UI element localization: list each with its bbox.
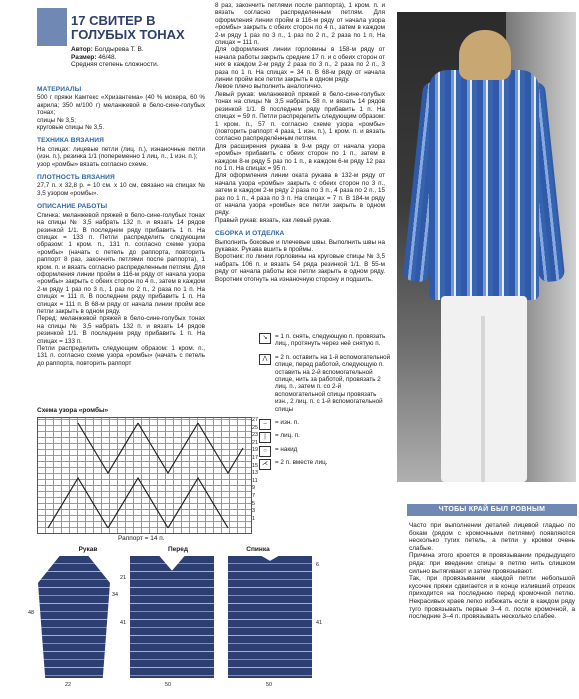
cross-symbol-icon: ⋀: [259, 354, 271, 365]
difficulty-line: Средняя степень сложности.: [71, 61, 159, 69]
technique-text-2: узор «ромбы» вязать согласно схеме.: [37, 160, 148, 168]
technique-text-1: На спицах: лицевые петли (лиц. п.), изнаночные петли (изн. п.), резинка 1/1 (попеременно 1 лиц. п., 1 изн. п.);: [37, 145, 205, 161]
sleeve-widening-text: Для расширения рукава в 9-м ряду от начала узора «ромбы» прибавить с обеих сторон по 1 п., затем в каждом 8-м ряду 5 раз по 1 п., в каждом 6-м ряду 12 раз по 1 п. На спицах = 95 п.: [215, 142, 385, 172]
tip-banner: ЧТОБЫ КРАЙ БЫЛ РОВНЫМ: [407, 504, 577, 516]
skpo-symbol-icon: ↘: [259, 333, 271, 344]
diamond-line: [48, 478, 108, 528]
page-title: 17 СВИТЕР В ГОЛУБЫХ ТОНАХ: [71, 13, 185, 42]
yarn-over-symbol-icon: ○: [259, 446, 271, 457]
back-length-dim: 41: [316, 620, 322, 626]
legend-item: – = изн. п.: [259, 419, 391, 426]
chart-row-numbers: 27 25 23 21 19 17 15 13 11 9 7 5 3 1: [252, 417, 258, 522]
neck-depth-dim: 6: [316, 562, 319, 568]
collar-text: Воротник: по линии горловины на круговые спицы № 3,5 набрать 106 п. и вязать 54 ряда резинкой 1/1. В 55-м ряду от начала работы все петли закрыть в одном ряду. Воротник отогнуть на изнаночную сторону и подшить.: [215, 253, 385, 283]
tip-paragraph-1: Часто при выполнении деталей лицевой гладью по бокам (рядом с кромочными петлями) появляются несколько тугих петель, а петли у кромки очень слабые.: [409, 522, 575, 552]
sleeve-cap-text: Для оформления линии оката рукава в 132-м ряду от начала узора «ромбы» закрыть с обеих сторон по 3 п., затем в каждом 2-м ряду 2 раза по 3 п., 4 раза по 2 п., 15 раз по 1 п., 4 раза по 3 п. На спицах = 7 п. В 184-м ряду от начала узора «ромбы» все петли закрыть в одном ряду.: [215, 172, 385, 217]
sleeve-length-dim: 48: [28, 610, 34, 616]
density-heading: ПЛОТНОСТЬ ВЯЗАНИЯ: [37, 174, 115, 182]
diamond-line: [78, 423, 138, 473]
repeat-label: Раппорт = 14 п.: [118, 535, 165, 542]
section-number-block: [37, 8, 67, 46]
sleeve-label: Рукав: [78, 546, 98, 553]
left-column: [37, 80, 205, 367]
front-length-dim: 41: [120, 620, 126, 626]
chart-diamond-lines: [38, 418, 251, 533]
legend-item: | = лиц. п.: [259, 432, 391, 439]
middle-column: [215, 2, 385, 283]
left-shoulder-text: Левое плечо выполнить аналогично.: [215, 83, 323, 91]
diamond-line: [138, 423, 198, 473]
tip-paragraph-2: Причина этого кроется в провязывании предыдущего ряда: при введении спицы в петлю нить слишком сильно вытягивают и затем провязывают.: [409, 552, 575, 575]
back-label: Спинка: [246, 546, 270, 553]
neckline-text: Для оформления линии горловины в 158-м ряду от начала работы закрыть средние 17 п. и с обеих сторон от них в каждом 2-м ряду 2 раза по 3 п., 2 раза по 2 п., 3 раза по 1 п. На спицах = 34 п. В 68-м ряду от начала линии пройм все петли закрыть в одном ряду.: [215, 46, 385, 84]
pattern-meta: [71, 46, 211, 69]
materials-heading: МАТЕРИАЛЫ: [37, 86, 82, 93]
legend-item: ○ = накид: [259, 446, 391, 453]
assembly-text: Выполнить боковые и плечевые швы. Выполнить швы на рукавах. Рукава вшить в проймы.: [215, 238, 385, 253]
materials-text: 500 г пряжи Камтекс «Хризантема» (40 % мохера, 60 % акрила; 350 м/100 г) меланжевой в бело-сине-голубых тонах;: [37, 94, 205, 117]
legend-item: ↘ = 1 п. снять, следующую п. провязать лиц., протянуть через неё снятую п.: [259, 333, 391, 348]
technique-heading: ТЕХНИКА ВЯЗАНИЯ: [37, 137, 104, 145]
front-continued: 8 раз, закончить петлями после раппорта), 1 кром. п. и вязать согласно распределенным петлям. Для оформления линии пройм в 116-м ряду от начала узора «ромбы» закрыть с обеих сторон по 4 п., затем в каждом 2-м ряду 1 раз по 3 п., 1 раз по 2 п., 2 раза по 1 п. На спицах = 111 п.: [215, 2, 385, 47]
photo-pants: [441, 296, 527, 482]
diamond-line: [198, 423, 243, 473]
front-label: Перед: [168, 546, 188, 553]
needles-text-1: спицы № 3,5;: [37, 116, 76, 124]
back-width-dim: 50: [266, 682, 272, 688]
photo-sweater: [429, 70, 539, 300]
work-heading: ОПИСАНИЕ РАБОТЫ: [37, 203, 108, 211]
sleeve-width-dim: 22: [65, 682, 71, 688]
model-photo: [397, 12, 576, 482]
tip-text: [409, 522, 575, 621]
diamond-line: [108, 478, 168, 528]
front-instructions-2: Петли распределить следующим образом: 1 кром. п., 131 п. согласно схеме узора «ромбы» (начать с петель до раппорта, повторить раппорт: [37, 345, 205, 367]
front-schematic: [130, 556, 214, 678]
assembly-heading: СБОРКА И ОТДЕЛКА: [215, 230, 285, 238]
sleeve-text: Левый рукав: меланжевой пряжей в бело-сине-голубых тонах на спицы № 3,5 набрать 58 п. и вязать 14 рядов резинкой 1/1. В последнем ряду прибавить 1 п. На спицах = 59 п. Петли распределить следующим образом: 1 кром. п., 57 п. согласно схеме узора «ромбы» (повторить раппорт 4 раза, 1 изн. п.), 1 кром. п. и вязать согласно распределённым петлям.: [215, 90, 385, 143]
needles-text-2: круговые спицы № 3,5.: [37, 124, 105, 132]
photo-hair: [459, 30, 511, 80]
chart-legend: [259, 333, 391, 473]
size-line: Размер: 46/48.: [71, 53, 117, 61]
k2tog-symbol-icon: ⋌: [259, 459, 271, 470]
purl-symbol-icon: –: [259, 419, 271, 430]
back-instructions: Спинка: меланжевой пряжей в бело-сине-голубых тонах на спицы № 3,5 набрать 132 п. и вязать 14 рядов резинкой 1/1. В последнем ряду прибавить 1 п. На спицах = 133 п. Петли распределить следующим образом: 1 кром. п., 131 п. согласно схеме узора «ромбы» (начать с петель до раппорта, повторить раппорт 8 раз, закончить петлями после раппорта), 1 кром. п. и вязать согласно распределенным петлям. Для оформления линии пройм в 116-м ряду от начала узора «ромбы» закрыть с обеих сторон по 4 п., затем в каждом 2-м ряду 1 раз по 3 п., 1 раз по 2 п., 2 раза по 1 п. На спицах = 111 п. В последнем ряду прибавить 1 п. На спицах = 111 п. В 68-м ряду от начала линии пройм все петли закрыть в одном ряду.: [37, 211, 205, 315]
knit-symbol-icon: |: [259, 432, 271, 443]
front-instructions: Перед: меланжевой пряжей в бело-сине-голубых тонах на спицы № 3,5 набрать 132 п. и вязать 14 рядов резинкой 1/1. В последнем ряду прибавить 1 п. На спицах = 133 п.: [37, 315, 205, 345]
sleeve-schematic: [38, 556, 110, 678]
front-width-dim: 50: [165, 682, 171, 688]
author-line: Автор: Болдырева Т. В.: [71, 46, 144, 53]
right-sleeve-text: Правый рукав: вязать, как левый рукав.: [215, 216, 332, 224]
chart-title: Схема узора «ромбы»: [37, 407, 109, 414]
diamond-line: [168, 478, 228, 528]
sleeve-side-dim: 34: [112, 592, 118, 598]
density-text: 27,7 п. х 32,8 р. = 10 см. х 10 см, связано на спицах № 3,5 узором «ромбы».: [37, 182, 205, 197]
legend-item: ⋌ = 2 п. вместе лиц.: [259, 459, 391, 466]
legend-item: ⋀ = 2 п. оставить на 1-й вспомогательной спице, перед работой, следующую п. оставить на 2-й вспомогательной спице, нить за работой, провязать 2 лиц. п., затем п. со 2-й вспомогательной спицы провязать изн., 2 лиц. п. с 1-й вспомогательной спицы: [259, 354, 391, 413]
armhole-dim: 21: [120, 575, 126, 581]
pattern-chart-grid: [37, 417, 252, 534]
tip-paragraph-3: Так, при провязывании каждой петли небольшой кусочек пряжи сдвигается и в конце изливший отрезок приходится на последнюю перед кромочной петлю. Некрасивых краев легко избежать если в каждом ряду туго провязывать первые 3–4 п. после кромочной, а последние 3–4 п. провязывать несколько слабее.: [409, 575, 575, 621]
back-schematic: [228, 556, 312, 678]
